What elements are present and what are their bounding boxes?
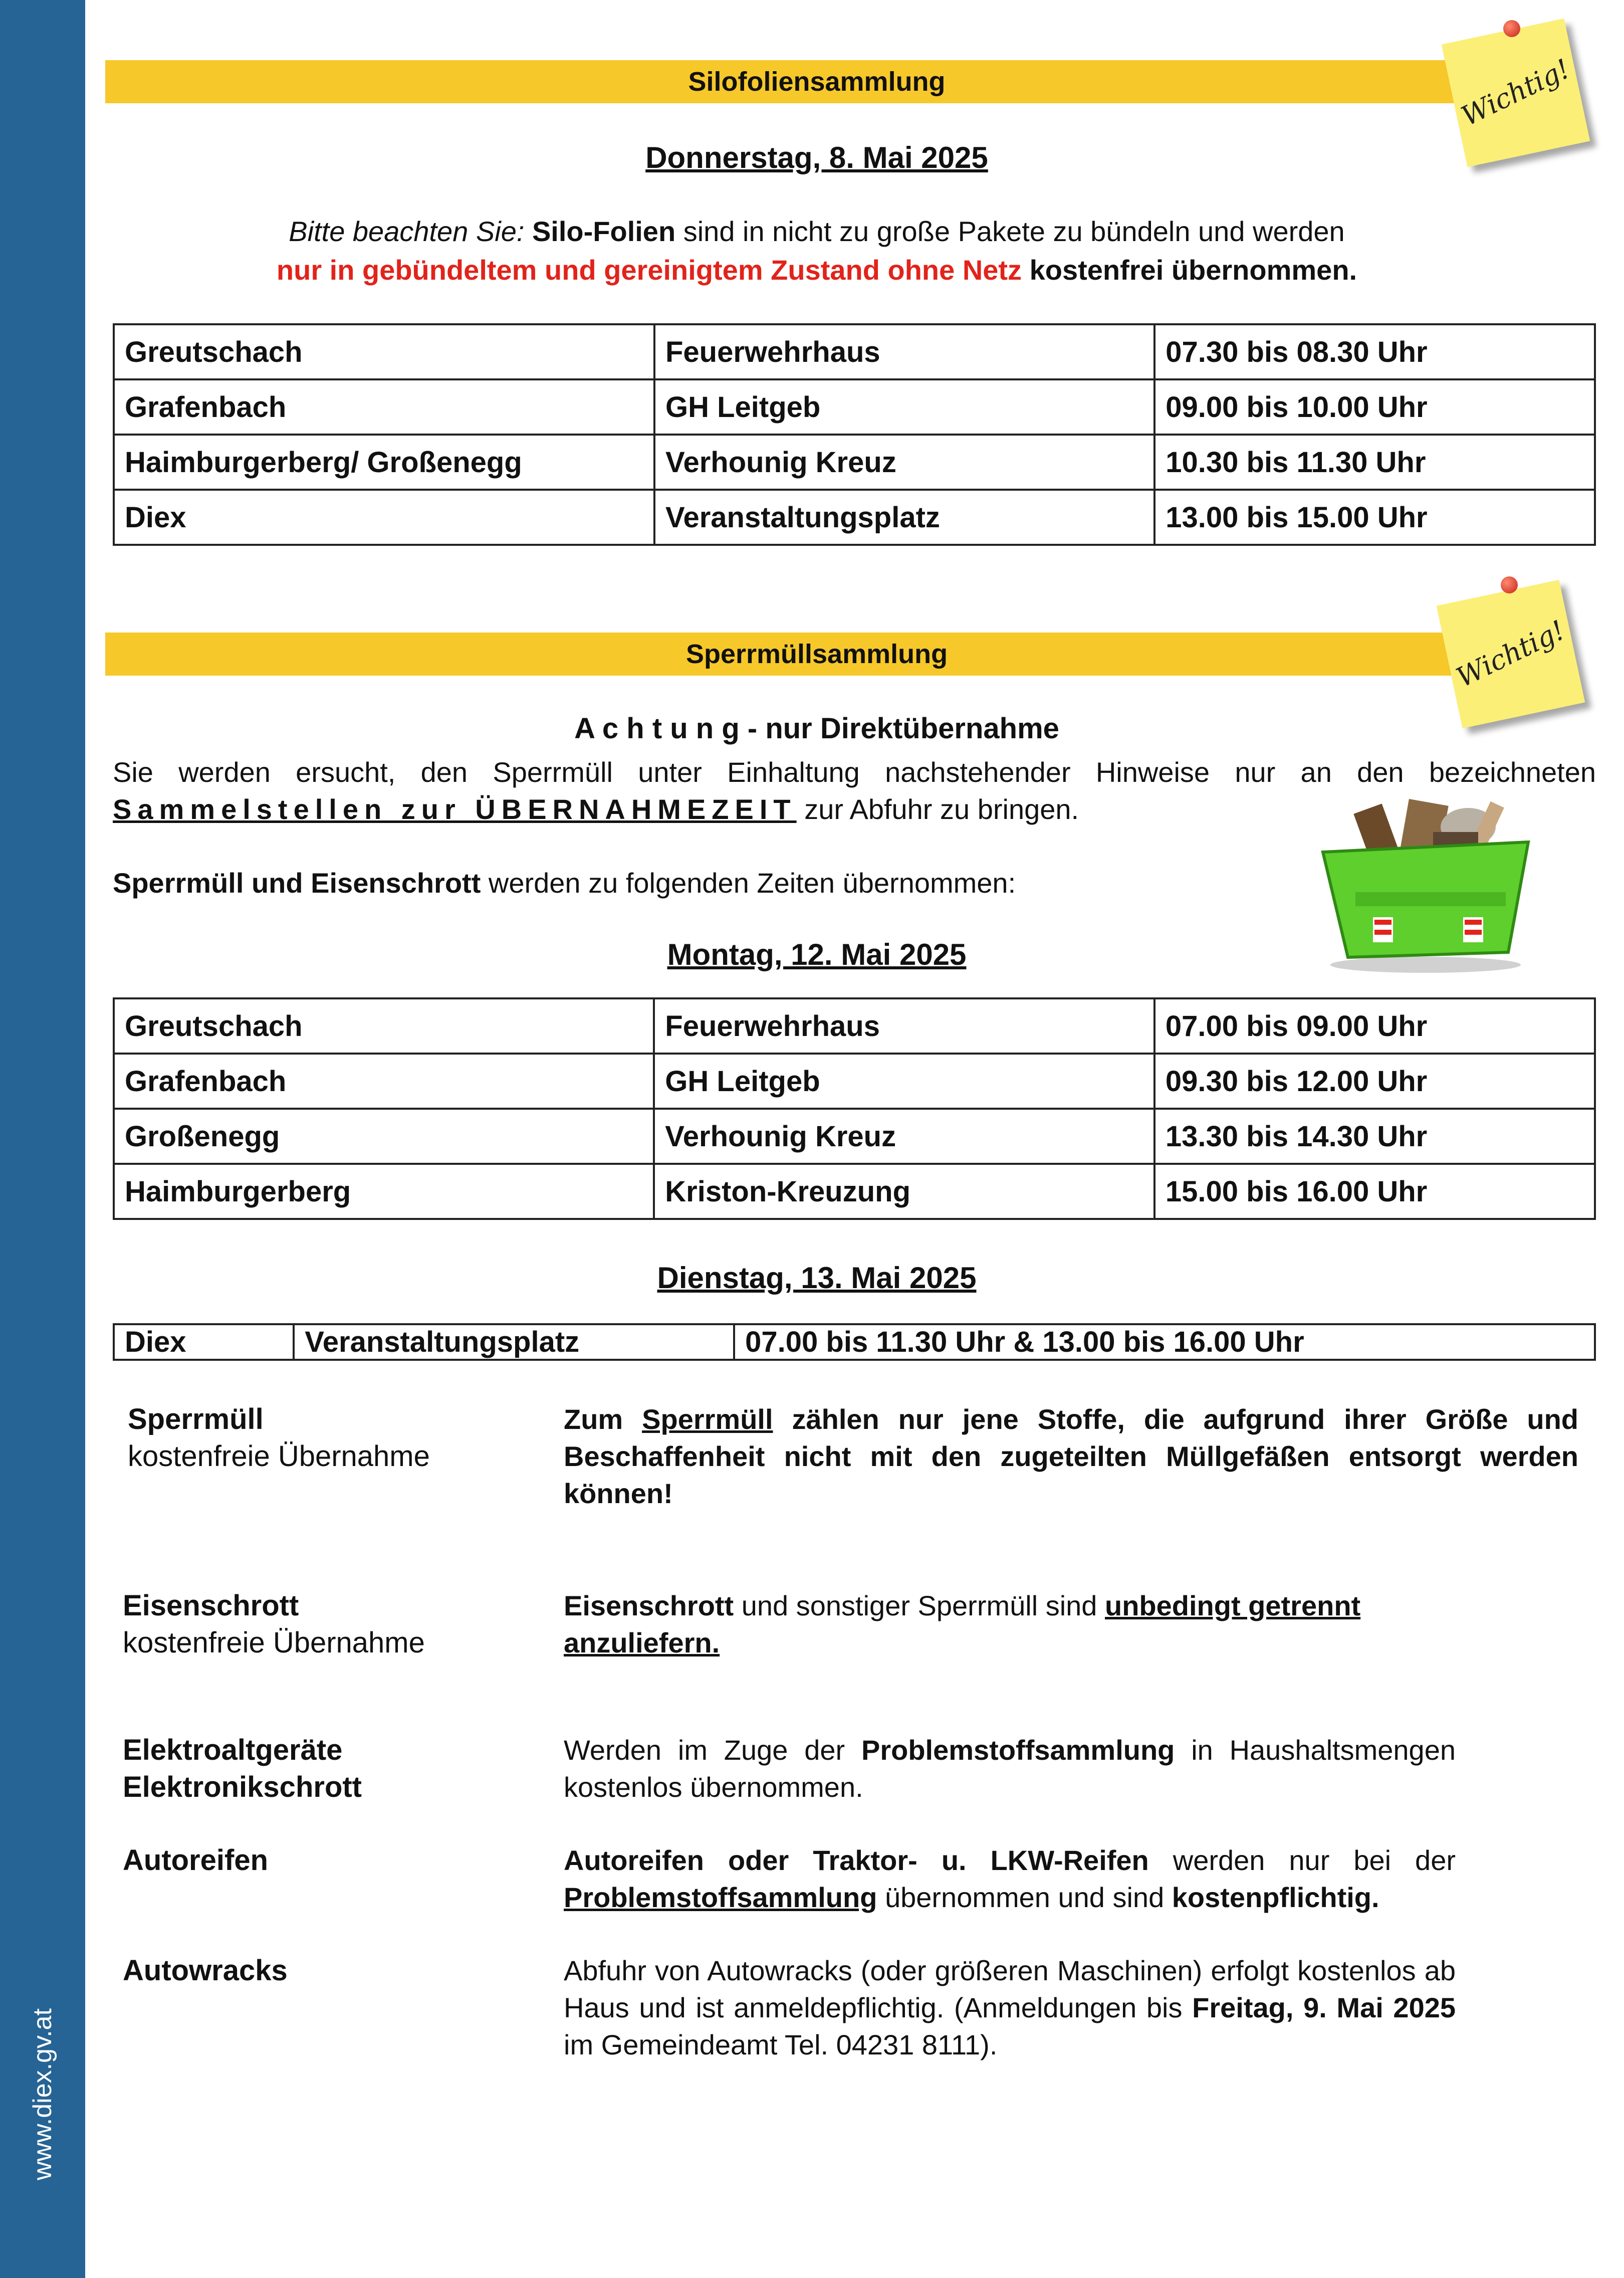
desc-part: in Haushaltsmengen kostenlos übernommen. <box>564 1734 1456 1803</box>
silo-note-line2 <box>105 252 1528 289</box>
sperr-intro-line1: Sie werden ersucht, den Sperrmüll unter Einhaltung nachstehender Hinweise nur an den bezeichneten <box>113 756 1596 788</box>
table-row <box>114 435 1595 490</box>
location-cell: Haimburgerberg/ Großenegg <box>114 435 654 490</box>
location-cell: Greutschach <box>114 324 654 379</box>
table-row <box>114 1054 1595 1109</box>
desc-part: Problemstoffsammlung <box>861 1734 1175 1766</box>
place-cell: GH Leitgeb <box>654 1054 1154 1109</box>
location-cell: Diex <box>114 1324 294 1360</box>
info-eisen-desc <box>564 1587 1456 1662</box>
info-reifen-title: Autoreifen <box>123 1844 268 1877</box>
desc-part: Autoreifen oder Traktor- u. LKW-Reifen <box>564 1844 1149 1876</box>
sperr-intro-bold: Sammelstellen zur ÜBERNAHMEZEIT <box>113 793 797 825</box>
time-cell: 07.30 bis 08.30 Uhr <box>1154 324 1595 379</box>
info-eisen-title: Eisenschrott <box>123 1589 299 1622</box>
place-cell: Verhounig Kreuz <box>654 435 1154 490</box>
sperr-times-bold: Sperrmüll und Eisenschrott <box>113 867 481 899</box>
time-cell: 07.00 bis 11.30 Uhr & 13.00 bis 16.00 Uhr <box>734 1324 1595 1360</box>
time-cell: 09.00 bis 10.00 Uhr <box>1154 379 1595 435</box>
info-sperrmuell-label <box>128 1401 529 1475</box>
table-row <box>114 998 1595 1054</box>
time-cell: 15.00 bis 16.00 Uhr <box>1154 1164 1595 1219</box>
place-cell: Verhounig Kreuz <box>654 1109 1154 1164</box>
place-cell: Feuerwehrhaus <box>654 324 1154 379</box>
desc-part: unbedingt getrennt anzuliefern. <box>564 1590 1361 1659</box>
table-row <box>114 1164 1595 1219</box>
silo-date: Donnerstag, 8. Mai 2025 <box>645 141 988 174</box>
info-eisen-sub: kostenfreie Übernahme <box>123 1626 425 1659</box>
sidebar <box>0 0 85 2278</box>
sperr-schedule-table-tuesday <box>113 1323 1596 1361</box>
sticky-note-icon <box>1437 580 1585 729</box>
sperr-attention <box>105 712 1528 745</box>
desc-part: Werden im Zuge der <box>564 1734 845 1766</box>
desc-part: werden nur bei der <box>1173 1844 1456 1876</box>
sticky-note-text: Wichtig! <box>1456 53 1575 132</box>
info-reifen-desc <box>564 1842 1456 1916</box>
place-cell: Veranstaltungsplatz <box>654 490 1154 545</box>
info-elektro-title2: Elektronikschrott <box>123 1771 362 1803</box>
location-cell: Greutschach <box>114 998 654 1054</box>
info-eisen-label <box>123 1587 524 1662</box>
sperr-banner: Sperrmüllsammlung <box>105 633 1528 676</box>
location-cell: Großenegg <box>114 1109 654 1164</box>
attention-text: A c h t u n g - nur Direktübernahme <box>574 712 1059 745</box>
sperr-date-monday: Montag, 12. Mai 2025 <box>667 938 967 971</box>
info-wracks-desc <box>564 1952 1456 2063</box>
sperr-schedule-table-monday <box>113 997 1596 1220</box>
info-sperrmuell-sub: kostenfreie Übernahme <box>128 1440 430 1473</box>
silo-note-rest: sind in nicht zu große Pakete zu bündeln und werden <box>683 216 1345 247</box>
silo-note-line1 <box>105 213 1528 250</box>
table-row <box>114 324 1595 379</box>
location-cell: Diex <box>114 490 654 545</box>
info-elektro-desc <box>564 1732 1456 1806</box>
website-url[interactable]: www.diex.gv.at <box>28 2008 57 2180</box>
time-cell: 09.30 bis 12.00 Uhr <box>1154 1054 1595 1109</box>
silo-note-lead: Bitte beachten Sie: <box>289 216 525 247</box>
table-row <box>114 379 1595 435</box>
info-wracks-title: Autowracks <box>123 1954 288 1987</box>
silo-note-bold: Silo-Folien <box>532 216 676 247</box>
location-cell: Haimburgerberg <box>114 1164 654 1219</box>
table-row <box>114 490 1595 545</box>
desc-part: Abfuhr von Autowracks (oder größeren Maschinen) erfolgt kostenlos ab Haus und ist anmeldepflichtig. (Anmeldungen bis <box>564 1955 1456 2023</box>
location-cell: Grafenbach <box>114 1054 654 1109</box>
silo-schedule-table <box>113 323 1596 546</box>
desc-part: Freitag, 9. Mai 2025 <box>1192 1992 1456 2023</box>
place-cell: GH Leitgeb <box>654 379 1154 435</box>
place-cell: Veranstaltungsplatz <box>294 1324 734 1360</box>
desc-part: Eisenschrott <box>564 1590 734 1621</box>
desc-part: im Gemeindeamt Tel. 04231 8111). <box>564 2029 998 2060</box>
desc-part: Sperrmüll <box>642 1403 773 1435</box>
pushpin-icon <box>1501 576 1518 593</box>
silo-note-red: nur in gebündeltem und gereinigtem Zustand ohne Netz <box>276 254 1022 286</box>
table-row <box>114 1109 1595 1164</box>
pushpin-icon <box>1503 20 1520 37</box>
info-sperrmuell-desc <box>564 1401 1578 1512</box>
time-cell: 13.30 bis 14.30 Uhr <box>1154 1109 1595 1164</box>
place-cell: Kriston-Kreuzung <box>654 1164 1154 1219</box>
time-cell: 10.30 bis 11.30 Uhr <box>1154 435 1595 490</box>
info-sperrmuell-title: Sperrmüll <box>128 1403 264 1435</box>
time-cell: 13.00 bis 15.00 Uhr <box>1154 490 1595 545</box>
table-row <box>114 1324 1595 1360</box>
desc-part: und sonstiger Sperrmüll sind <box>741 1590 1097 1621</box>
sperr-times-rest: werden zu folgenden Zeiten übernommen: <box>488 867 1016 899</box>
sticky-note-text: Wichtig! <box>1451 614 1570 694</box>
desc-part: Zum <box>564 1403 623 1435</box>
sperr-times-line <box>113 865 1315 902</box>
desc-part: kostenpflichtig. <box>1172 1882 1379 1913</box>
location-cell: Grafenbach <box>114 379 654 435</box>
desc-part: Problemstoffsammlung <box>564 1882 877 1913</box>
desc-part: zählen nur jene Stoffe, die aufgrund ihrer Größe und Beschaffenheit nicht mit den zugeteilten Müllgefäßen entsorgt werden können! <box>564 1403 1579 1509</box>
info-elektro-title1: Elektroaltgeräte <box>123 1734 343 1766</box>
place-cell: Feuerwehrhaus <box>654 998 1154 1054</box>
silo-banner: Silofoliensammlung <box>105 60 1528 103</box>
sperr-date-tuesday: Dienstag, 13. Mai 2025 <box>657 1261 977 1295</box>
desc-part: übernommen und sind <box>884 1882 1165 1913</box>
info-elektro-label <box>123 1732 524 1806</box>
sperr-intro-end: zur Abfuhr zu bringen. <box>804 793 1079 825</box>
silo-note-end: kostenfrei übernommen. <box>1029 254 1357 286</box>
time-cell: 07.00 bis 09.00 Uhr <box>1154 998 1595 1054</box>
